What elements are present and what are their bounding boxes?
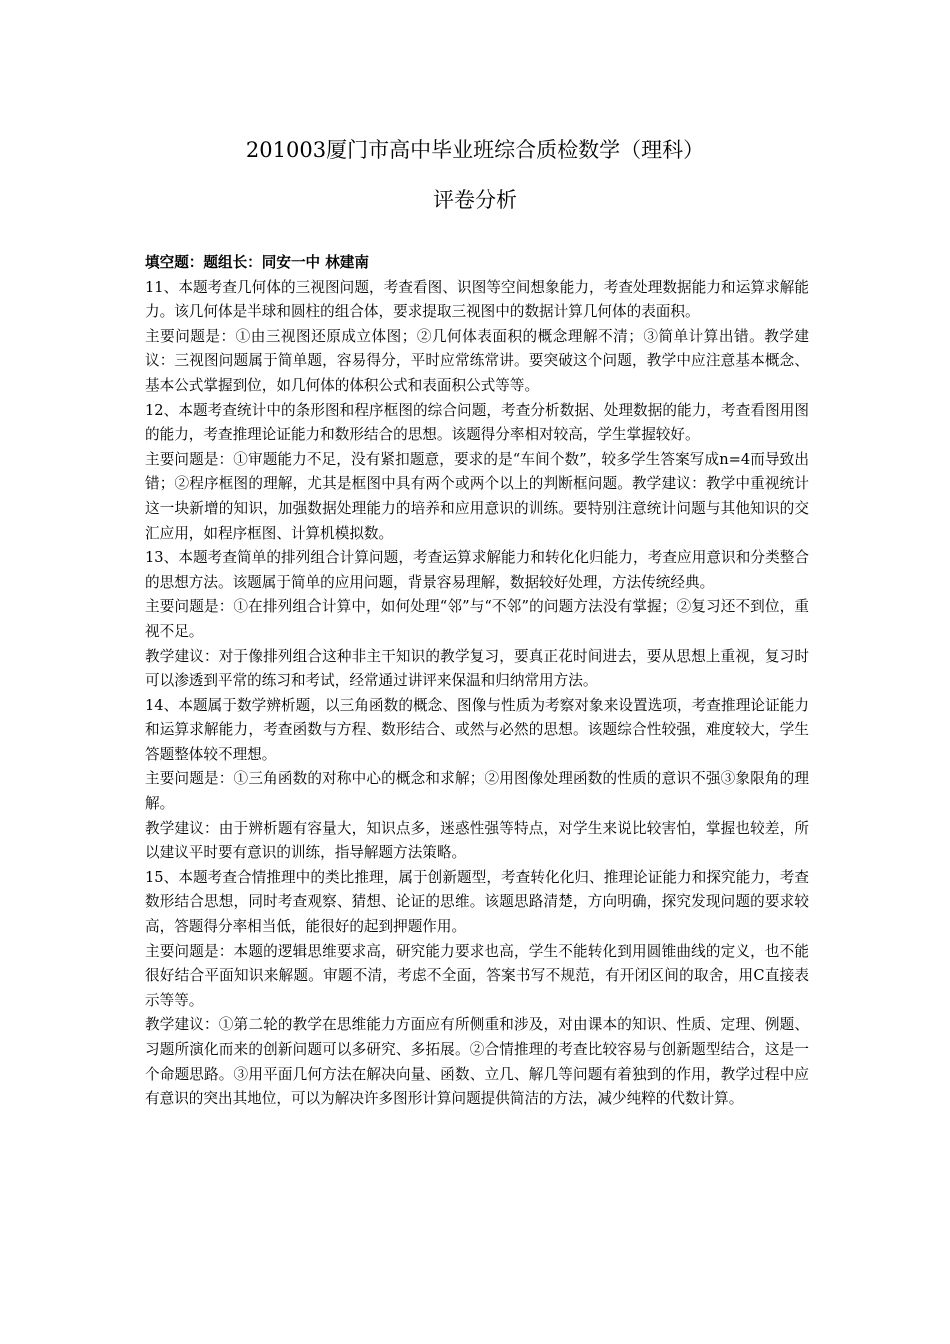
paragraph-q13-problems: 主要问题是：①在排列组合计算中，如何处理“邻”与“不邻”的问题方法没有掌握；②复习还不到位，重视不足。	[145, 598, 809, 640]
paragraph-q15: 15、本题考查合情推理中的类比推理，属于创新题型，考查转化化归、推理论证能力和探究能力，考查数形结合思想，同时考查观察、猜想、论证的思维。该题思路清楚，方向明确，探究发现问题的要求较高，答题得分率相当低，能很好的起到押题作用。	[145, 868, 809, 936]
paragraph-q13-suggestions: 教学建议：对于像排列组合这种非主干知识的教学复习，要真正花时间进去，要从思想上重视，复习时可以渗透到平常的练习和考试，经常通过讲评来保温和归纳常用方法。	[145, 647, 809, 690]
document-body	[145, 251, 809, 1112]
paragraph-q12: 12、本题考查统计中的条形图和程序框图的综合问题，考查分析数据、处理数据的能力，考查看图用图的能力，考查推理论证能力和数形结合的思想。该题得分率相对较高，学生掌握较好。	[145, 401, 809, 444]
paragraph-q15-suggestions: 教学建议：①第二轮的教学在思维能力方面应有所侧重和涉及，对由课本的知识、性质、定理、例题、习题所演化而来的创新问题可以多研究、多拓展。②合情推理的考查比较容易与创新题型结合，这是一个命题思路。③用平面几何方法在解决向量、函数、立几、解几等问题有着独到的作用，教学过程中应有意识的突出其地位，可以为解决许多图形计算问题提供简洁的方法，减少纯粹的代数计算。	[145, 1016, 809, 1108]
paragraph-q14-suggestions: 教学建议：由于辨析题有容量大，知识点多，迷惑性强等特点，对学生来说比较害怕，掌握也较差，所以建议平时要有意识的训练，指导解题方法策略。	[145, 819, 809, 862]
paragraph-q14-problems: 主要问题是：①三角函数的对称中心的概念和求解；②用图像处理函数的性质的意识不强③象限角的理解。	[145, 770, 809, 813]
document-title: 201003厦门市高中毕业班综合质检数学（理科）	[245, 138, 705, 162]
document-subtitle: 评卷分析	[433, 188, 517, 212]
paragraph-q12-problems: 主要问题是：①审题能力不足，没有紧扣题意，要求的是“车间个数”，较多学生答案写成n=4而导致出错；②程序框图的理解，尤其是框图中具有两个或两个以上的判断框问题。教学建议：教学中重视统计这一块新增的知识，加强数据处理能力的培养和应用意识的训练。要特别注意统计问题与其他知识的交汇应用，如程序框图、计算机模拟数。	[145, 450, 809, 542]
paragraph-q11-problems: 主要问题是：①由三视图还原成立体图；②几何体表面积的概念理解不清；③简单计算出错。教学建议：三视图问题属于简单题，容易得分，平时应常练常讲。要突破这个问题，教学中应注意基本概念、基本公式掌握到位，如几何体的体积公式和表面积公式等等。	[145, 327, 809, 394]
section-heading: 填空题：题组长：同安一中 林建南	[145, 254, 369, 271]
paragraph-q15-problems: 主要问题是：本题的逻辑思维要求高，研究能力要求也高，学生不能转化到用圆锥曲线的定义，也不能很好结合平面知识来解题。审题不清，考虑不全面，答案书写不规范，有开闭区间的取舍，用C直接表示等等。	[145, 942, 809, 1009]
paragraph-q14: 14、本题属于数学辨析题，以三角函数的概念、图像与性质为考察对象来设置选项，考查推理论证能力和运算求解能力，考查函数与方程、数形结合、或然与必然的思想。该题综合性较强，难度较大，学生答题整体较不理想。	[145, 696, 809, 763]
paragraph-q11: 11、本题考查几何体的三视图问题，考查看图、识图等空间想象能力，考查处理数据能力和运算求解能力。该几何体是半球和圆柱的组合体，要求提取三视图中的数据计算几何体的表面积。	[145, 278, 809, 321]
paragraph-q13: 13、本题考查简单的排列组合计算问题，考查运算求解能力和转化化归能力，考查应用意识和分类整合的思想方法。该题属于简单的应用问题，背景容易理解，数据较好处理，方法传统经典。	[145, 549, 809, 591]
